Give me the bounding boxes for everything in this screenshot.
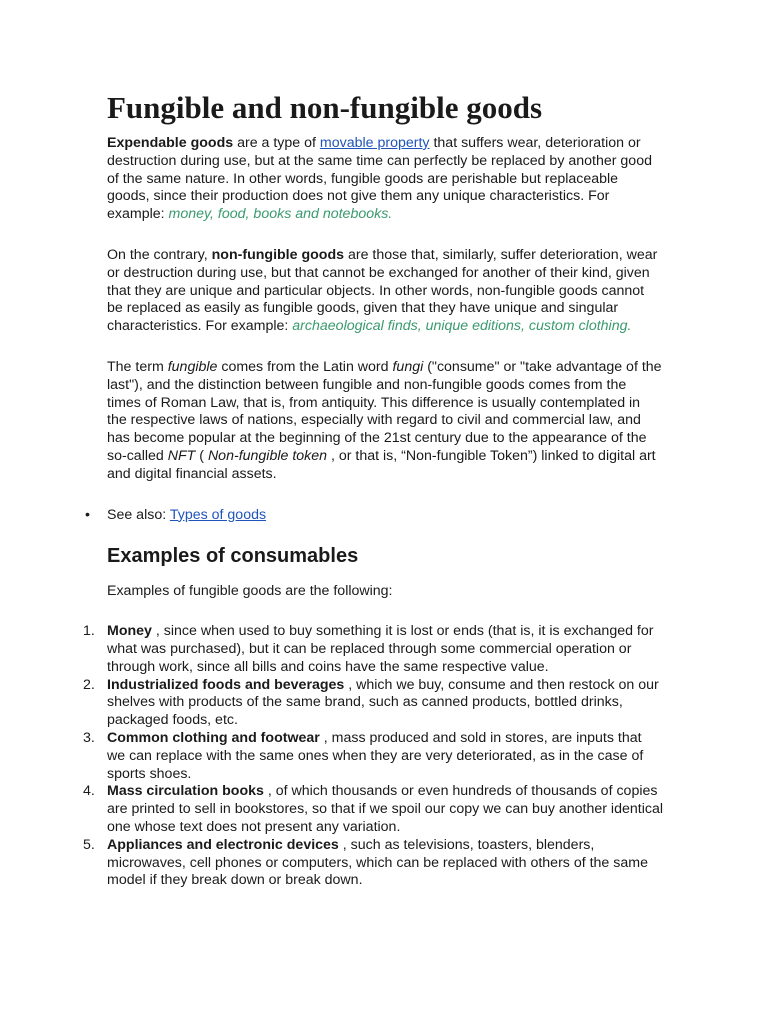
list-number: 2. (83, 676, 95, 693)
paragraph-text: ("consume" or "take advantage of the last"), and the distinction between fungible and non-fungible goods comes from the times of Roman Law, that is, from antiquity. This difference is usually contemplated in the respective laws of nations, especially with regard to civil and commercial law, and has become popular at the beginning of the 21st century due to the appearance of the so-called (107, 358, 662, 464)
non-fungible-examples: archaeological finds, unique editions, custom clothing. (292, 318, 632, 335)
link-types-of-goods[interactable]: Types of goods (169, 506, 267, 523)
list-number: 4. (83, 783, 95, 800)
list-item-term: Industrialized foods and beverages (107, 676, 345, 693)
term-fungible: fungible (167, 358, 218, 375)
list-item (83, 623, 663, 676)
paragraph-text: are a type of (233, 135, 320, 151)
list-item-text: , mass produced and sold in stores, are inputs that we can replace with the same ones when they are very deteriorated, as in the case of sports shoes. (107, 729, 644, 782)
list-item-text: , since when used to buy something it is lost or ends (that is, it is exchanged for what was purchased), but it can be replaced through some commercial operation or through work, since all bills and coins have the same respective value. (107, 623, 654, 675)
bullet-icon: • (85, 506, 90, 523)
list-item-text: , such as televisions, toasters, blenders, microwaves, cell phones or computers, which can be replaced with others of the same model if they break down or break down. (107, 836, 648, 889)
term-expendable-goods: Expendable goods (107, 135, 234, 151)
paragraph-text: ( (195, 447, 208, 464)
term-nft: NFT (167, 447, 196, 464)
list-item-term: Appliances and electronic devices (107, 836, 339, 853)
list-number: 1. (83, 623, 95, 640)
paragraph-non-fungible (107, 247, 663, 336)
list-number: 3. (83, 729, 95, 746)
paragraph-etymology (107, 359, 663, 484)
section-heading: Examples of consumables (107, 545, 359, 568)
paragraph-text: , or that is, “Non-fungible Token”) linked to digital art and digital financial assets. (107, 447, 656, 482)
term-non-fungible-goods: non-fungible goods (211, 246, 345, 263)
list-item-term: Common clothing and footwear (107, 729, 320, 746)
list-item (83, 836, 663, 890)
fungible-examples: money, food, books and notebooks. (168, 206, 393, 223)
paragraph-text: On the contrary, (107, 246, 212, 263)
see-also-list (85, 506, 663, 525)
examples-list (83, 623, 663, 890)
list-item (83, 676, 663, 730)
paragraph-text: comes from the Latin word (217, 358, 393, 375)
paragraph-text: The term (107, 358, 168, 375)
list-item (83, 729, 663, 783)
list-item-text: , which we buy, consume and then restock on our shelves with products of the same brand, such as canned products, bottled drinks, packaged foods, etc. (107, 676, 659, 729)
document-page (83, 88, 663, 890)
page-title: Fungible and non-fungible goods (107, 90, 543, 125)
list-item (83, 783, 663, 836)
list-number: 5. (83, 836, 95, 853)
link-movable-property[interactable]: movable property (319, 135, 430, 151)
list-item-term: Money (107, 623, 152, 640)
list-item-term: Mass circulation books (107, 783, 264, 800)
term-non-fungible-token: Non-fungible token (207, 447, 328, 464)
examples-intro: Examples of fungible goods are the following: (107, 583, 393, 600)
paragraph-fungible (107, 135, 663, 224)
term-fungi: fungi (392, 358, 424, 375)
see-also-item (85, 506, 663, 525)
see-also-label: See also: (107, 506, 170, 523)
paragraph-text: that suffers wear, deterioration or destruction during use, but at the same time can perfectly be replaced by another good of the same nature. In other words, fungible goods are perishable but replaceable goods, since their production does not give them any unique characteristics. For example: (107, 135, 652, 223)
paragraph-text: are those that, similarly, suffer deterioration, wear or destruction during use, but that cannot be exchanged for another of their kind, given that they are unique and particular objects. In other words, non-fungible goods cannot be replaced as easily as fungible goods, given that they have unique and singular characteristics. For example: (107, 246, 658, 335)
list-item-text: , of which thousands or even hundreds of thousands of copies are printed to sell in bookstores, so that if we spoil our copy we can buy another identical one whose text does not present any variation. (107, 783, 663, 835)
